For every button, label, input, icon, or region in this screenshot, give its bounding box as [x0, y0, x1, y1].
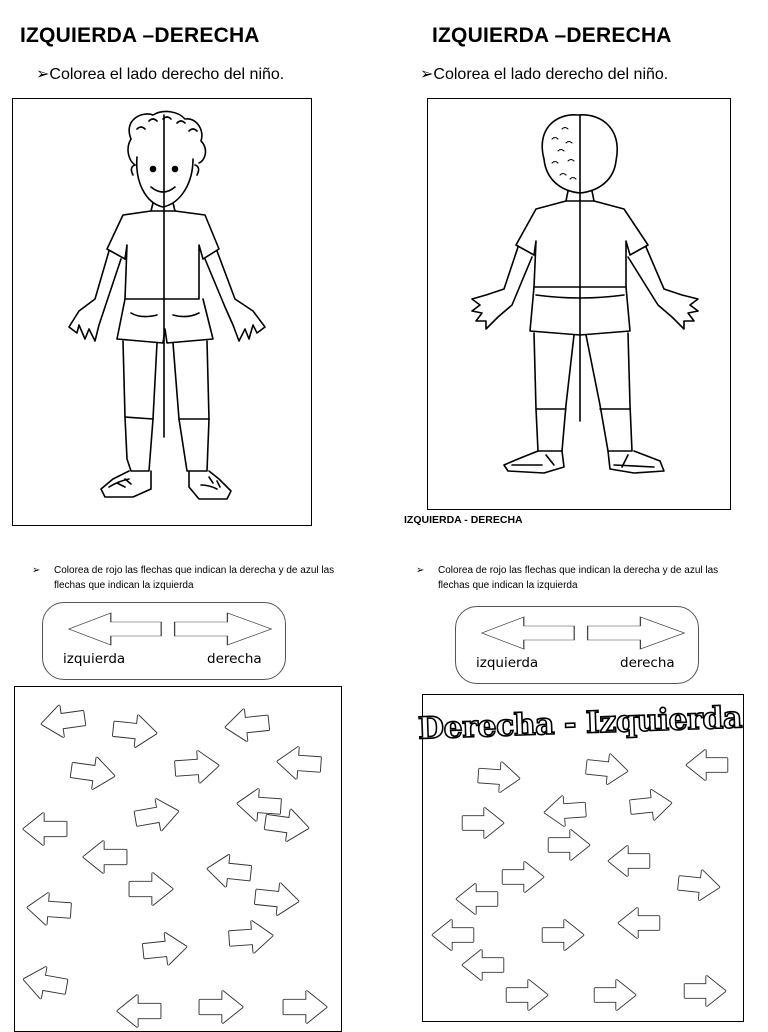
instruction-text: Colorea de rojo las flechas que indican la derecha y de azul las flechas que indican la izquierda — [54, 565, 335, 591]
boy-back-icon — [428, 99, 730, 509]
right-arrow-icon — [543, 921, 583, 950]
right-arrow-icon — [171, 609, 281, 649]
right-arrow-icon — [229, 920, 273, 953]
right-arrow-icon — [175, 750, 219, 783]
right-arrow-icon — [595, 981, 635, 1010]
left-arrow-icon — [619, 909, 659, 938]
left-arrow-icon — [27, 892, 71, 925]
bullet-icon: ➢ — [32, 565, 41, 576]
arrow-field-left — [14, 686, 342, 1032]
bullet-icon: ➢ — [420, 66, 434, 83]
right-arrow-icon — [630, 789, 672, 822]
left-arrow-icon — [118, 996, 160, 1026]
left-arrow-icon — [609, 847, 649, 876]
right-arrow-icon — [685, 977, 725, 1006]
right-arrow-icon — [284, 992, 326, 1022]
arrow-field-left-svg — [15, 687, 341, 1031]
left-arrow-icon — [207, 854, 252, 889]
worksheet-title-left: IZQUIERDA –DERECHA — [20, 24, 260, 47]
right-arrow-icon — [586, 753, 628, 786]
right-label: derecha — [620, 655, 675, 671]
left-arrow-icon — [277, 746, 321, 779]
left-label: izquierda — [476, 655, 539, 671]
arrow-instruction-right — [416, 563, 748, 593]
arrow-legend-left — [42, 602, 286, 680]
worksheet-title-right: IZQUIERDA –DERECHA — [432, 24, 672, 47]
caption-right: IZQUIERDA - DERECHA — [404, 514, 523, 526]
left-arrow-icon — [225, 708, 270, 743]
bullet-icon: ➢ — [36, 66, 50, 83]
right-arrow-icon — [503, 863, 543, 892]
right-arrow-icon — [143, 932, 188, 967]
left-arrow-icon — [478, 613, 578, 653]
left-arrow-icon — [22, 964, 68, 1001]
arrow-instruction-left — [32, 563, 364, 593]
left-arrow-icon — [457, 885, 497, 914]
right-arrow-icon — [584, 613, 694, 653]
left-arrow-icon — [24, 814, 66, 844]
left-arrow-icon — [463, 951, 503, 980]
left-arrow-icon — [84, 842, 126, 872]
right-arrow-icon — [130, 874, 172, 904]
banner-title: Derecha - Izquierda — [417, 700, 743, 747]
instruction-text: Colorea el lado derecho del niño. — [49, 66, 285, 83]
right-arrow-icon — [463, 809, 503, 838]
right-arrow-icon — [134, 796, 180, 833]
left-arrow-icon — [433, 921, 473, 950]
right-arrow-icon — [678, 869, 720, 902]
left-arrow-icon — [65, 609, 165, 649]
instruction-right — [420, 64, 668, 84]
left-arrow-icon — [687, 751, 727, 780]
boy-front-frame — [12, 98, 312, 526]
left-arrow-icon — [40, 703, 86, 739]
right-arrow-icon — [507, 981, 547, 1010]
left-label: izquierda — [63, 651, 126, 667]
instruction-text: Colorea de rojo las flechas que indican la derecha y de azul las flechas que indican la izquierda — [438, 565, 719, 591]
right-arrow-icon — [113, 714, 158, 749]
right-arrow-icon — [70, 755, 116, 791]
arrow-legend-right — [455, 606, 699, 684]
right-arrow-icon — [255, 882, 300, 917]
left-arrow-icon — [544, 795, 586, 826]
instruction-text: Colorea el lado derecho del niño. — [433, 66, 669, 83]
right-arrow-icon — [200, 992, 242, 1022]
boy-back-frame — [427, 98, 731, 510]
right-arrow-icon — [549, 831, 589, 860]
bullet-icon: ➢ — [416, 565, 425, 576]
instruction-left — [36, 64, 284, 84]
right-arrow-icon — [478, 761, 520, 792]
right-label: derecha — [207, 651, 262, 667]
boy-front-icon — [13, 99, 311, 525]
